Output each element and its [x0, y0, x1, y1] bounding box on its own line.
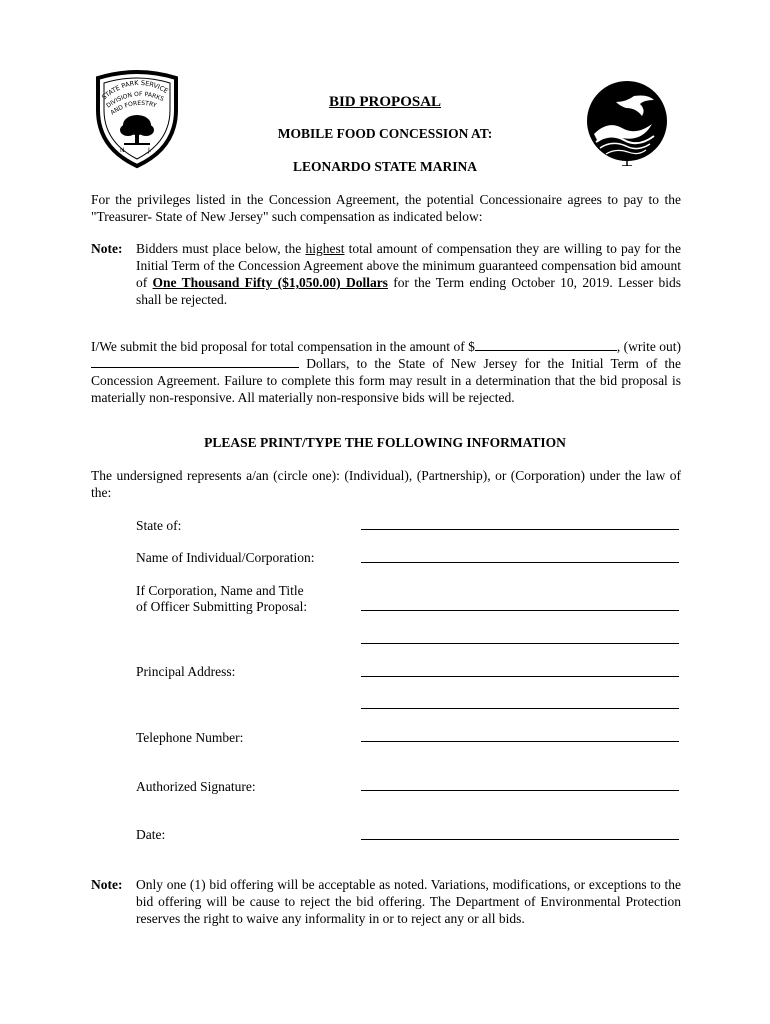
note-minimum-amount: One Thousand Fifty ($1,050.00) Dollars [152, 275, 388, 290]
note-text-c: for the Term ending October 10, 2019. Lesser bids shall be rejected. [136, 275, 681, 307]
phone-field[interactable] [361, 741, 679, 742]
dep-logo [582, 76, 672, 166]
date-field[interactable] [361, 839, 679, 840]
officer-field-2[interactable] [361, 643, 679, 644]
address-field[interactable] [361, 676, 679, 677]
signature-label: Authorized Signature: [136, 779, 256, 794]
phone-label: Telephone Number: [136, 730, 244, 745]
officer-field[interactable] [361, 610, 679, 611]
seal-text-forestry: AND FORESTRY [109, 99, 158, 117]
seal-text-j: J. [148, 147, 152, 154]
written-amount-blank[interactable] [91, 356, 299, 368]
note2-text: Only one (1) bid offering will be acceptable as noted. Variations, modifications, or exceptions to the bid offering will be cause to reject the bid offering. The Department of Environmental Protection reserves the right to waive any informality in or to reject any or all bids. [136, 877, 681, 926]
submit-text-c: Dollars, to the State of New Jersey for the Initial Term of the Concession Agreement. Failure to complete this form may result in a determination that the bid proposal is materially non-responsive. All materially non-responsive bids will be rejected. [91, 356, 681, 405]
amount-blank[interactable] [475, 339, 617, 351]
date-label: Date: [136, 827, 166, 842]
note-text [136, 240, 681, 308]
seal-text-division: DIVISION OF PARKS [105, 90, 165, 110]
submit-paragraph [91, 338, 681, 406]
note-text-a: Bidders must place below, the [136, 241, 306, 256]
officer-label-line1: If Corporation, Name and Title [136, 583, 304, 598]
section-heading: PLEASE PRINT/TYPE THE FOLLOWING INFORMATION [204, 435, 566, 450]
submit-text-a: I/We submit the bid proposal for total compensation in the amount of $ [91, 339, 475, 354]
note-minimum-bid [91, 240, 681, 310]
intro-paragraph: For the privileges listed in the Concession Agreement, the potential Concessionaire agrees to pay to the "Treasurer- State of New Jersey" such compensation as indicated below: [91, 192, 681, 224]
address-label: Principal Address: [136, 664, 236, 679]
state-label: State of: [136, 518, 182, 533]
name-field[interactable] [361, 562, 679, 563]
note-bid-offering [91, 876, 681, 932]
note-text-highest: highest [305, 241, 345, 256]
page-subtitle-location: LEONARDO STATE MARINA [292, 159, 478, 174]
name-label: Name of Individual/Corporation: [136, 550, 315, 565]
note-label: Note: [91, 241, 123, 256]
note2-label: Note: [91, 877, 123, 892]
submit-text-b: , (write out) [616, 339, 682, 354]
page-title: BID PROPOSAL [328, 94, 442, 110]
seal-text-service: STATE PARK SERVICE [100, 78, 170, 102]
undersigned-paragraph: The undersigned represents a/an (circle one): (Individual), (Partnership), or (Corporation) under the law of the: [91, 468, 681, 500]
signature-field[interactable] [361, 790, 679, 791]
seal-text-n: N. [120, 147, 127, 154]
state-park-service-seal [90, 70, 185, 170]
note-text-b: total amount of compensation they are willing to pay for the Initial Term of the Concession Agreement above the minimum guaranteed compensation bid amount of [136, 241, 681, 290]
page-subtitle-concession: MOBILE FOOD CONCESSION AT: [277, 126, 493, 141]
state-field[interactable] [361, 529, 679, 530]
address-field-2[interactable] [361, 708, 679, 709]
officer-label-line2: of Officer Submitting Proposal: [136, 599, 308, 614]
